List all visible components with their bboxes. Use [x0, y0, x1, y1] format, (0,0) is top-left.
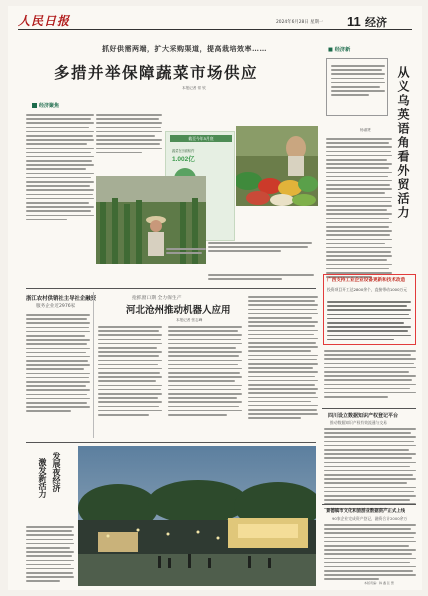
highlight-continued [324, 350, 416, 398]
jiangxi-text [324, 524, 416, 580]
lead-byline: 本报记者 常 钦 [182, 86, 206, 90]
lead-text-col-2 [96, 114, 162, 153]
left-story-text [26, 314, 90, 412]
right-byline: 杨淑贤 [360, 128, 371, 132]
quote-box [326, 58, 388, 116]
right-vertical-title: 从义乌英语角看外贸活力 [396, 66, 410, 220]
sichuan-headline: 四川设立数据知识产权登记平台 [328, 413, 399, 419]
page-editor-footer: 本版责编：韩 鑫 张 慧 [364, 581, 394, 585]
highlight-title: 广西支持工业企业设备更新和技术改造 [327, 278, 406, 283]
tag-square-icon [32, 103, 37, 108]
highlighted-article[interactable] [323, 274, 416, 345]
right-text [326, 138, 392, 278]
hebei-byline: 本报记者 张志峰 [176, 318, 203, 322]
sichuan-subtitle: 推动数据知识产权有效流通与交易 [330, 420, 387, 425]
left-story-headline: 浙江农村供销社主导社企融资 [26, 296, 97, 302]
infobox-value: 1.002亿 [172, 156, 195, 163]
infobox-label: 蔬菜在田面积约 [172, 149, 195, 153]
left-story-subtitle: 服务企业近2976家 [36, 304, 76, 309]
right-column-tag: ■ 经济新 [328, 47, 351, 53]
hebei-kicker: 抢抓窗口期 全力保生产 [132, 296, 182, 301]
hebei-text-col-2 [168, 326, 242, 416]
lead-text-col-3 [166, 248, 206, 254]
section-divider [322, 408, 416, 409]
highlight-subtitle: 投资项目开工达2800余个，直接带动1000万元 [327, 287, 408, 292]
hebei-text-col-3 [248, 296, 318, 419]
hebei-headline: 河北沧州推动机器人应用 [126, 305, 231, 316]
bottom-vertical-title-1: 发展夜经济 [52, 452, 62, 492]
section-name: 经济 [365, 16, 387, 29]
highlight-text [327, 301, 411, 340]
bottom-left-text [26, 526, 74, 582]
hebei-text-col-1 [98, 326, 162, 416]
section-divider [322, 504, 416, 505]
masthead-logo: 人民日报 [18, 14, 71, 28]
section-divider [26, 288, 316, 289]
night-market-photo [78, 446, 316, 586]
issue-date: 2024年6月28日 星期一 [276, 20, 324, 25]
vegetable-market-photo [236, 126, 318, 206]
sichuan-text [324, 428, 416, 509]
lead-text-col-1 [26, 114, 94, 220]
section-divider [26, 442, 316, 443]
newspaper-page [8, 6, 422, 590]
lead-headline: 多措并举保障蔬菜市场供应 [54, 64, 259, 82]
section-tag: 经济聚焦 [32, 102, 59, 109]
jiangxi-subtitle: 90家企业完成资产登记，融资合计2000余万 [332, 516, 408, 521]
masthead [18, 14, 412, 30]
infobox-title: 截至今年5月底 [170, 135, 232, 142]
column-rule [93, 292, 94, 438]
page-number: 11 [347, 14, 361, 29]
jiangxi-headline: 景德镇市文化和旅游业数据资产正式上线 [326, 509, 406, 514]
photo-caption [208, 242, 312, 252]
lead-kicker: 抓好供需两端，扩大采购渠道，提高栽培效率…… [102, 44, 267, 53]
lead-text-col-4 [208, 274, 314, 280]
bottom-vertical-title-2: 激发新活力 [38, 458, 48, 498]
